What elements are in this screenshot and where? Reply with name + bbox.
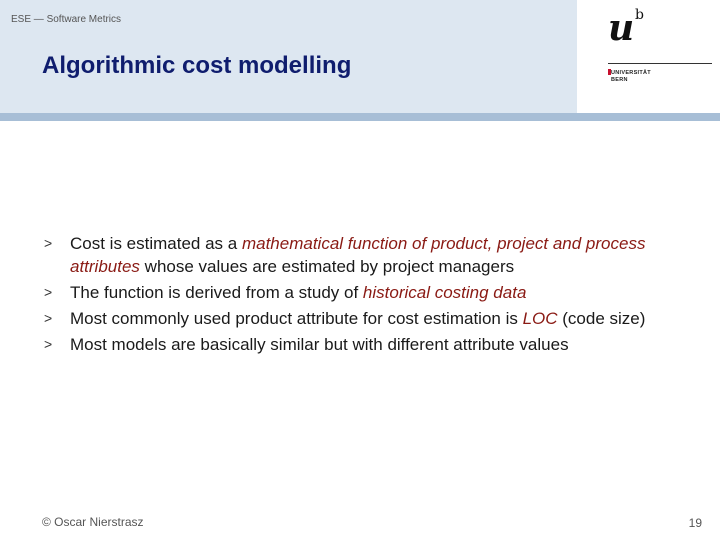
slide-title: Algorithmic cost modelling <box>42 52 352 79</box>
bullet-item <box>44 307 694 330</box>
course-label: ESE — Software Metrics <box>11 14 122 25</box>
bullet-item <box>44 281 694 304</box>
logo-letter-u: u <box>608 7 635 49</box>
bullet-marker-icon: > <box>44 235 53 251</box>
footer-author: © Oscar Nierstrasz <box>42 515 144 529</box>
bullet-emphasis: historical costing data <box>362 283 527 302</box>
bullet-emphasis: LOC <box>522 309 558 328</box>
bullet-text: The function is derived from a study of <box>70 283 363 302</box>
bullet-marker-icon: > <box>44 310 53 326</box>
bullet-text: Cost is estimated as a <box>70 234 242 253</box>
logo-line-1: UNIVERSITÄT <box>611 70 651 76</box>
bullet-list <box>44 232 694 359</box>
bullet-marker-icon: > <box>44 336 53 352</box>
page-number: 19 <box>688 516 702 530</box>
bullet-marker-icon: > <box>44 284 53 300</box>
bullet-emphasis: mathematical function of product, project and process attributes <box>70 234 646 276</box>
logo-rule <box>608 63 712 64</box>
bullet-text: Most commonly used product attribute for cost estimation is <box>70 309 523 328</box>
bullet-item <box>44 232 694 278</box>
logo-letter-b: b <box>635 7 644 23</box>
bullet-text-tail: (code size) <box>557 309 646 328</box>
bullet-text: Most models are basically similar but with different attribute values <box>70 335 569 354</box>
header-divider <box>0 113 720 121</box>
bullet-item <box>44 333 694 356</box>
bullet-text-tail: whose values are estimated by project managers <box>139 257 515 276</box>
university-logo <box>608 8 712 98</box>
logo-line-2: BERN <box>611 77 628 83</box>
logo-wordmark <box>611 70 651 84</box>
